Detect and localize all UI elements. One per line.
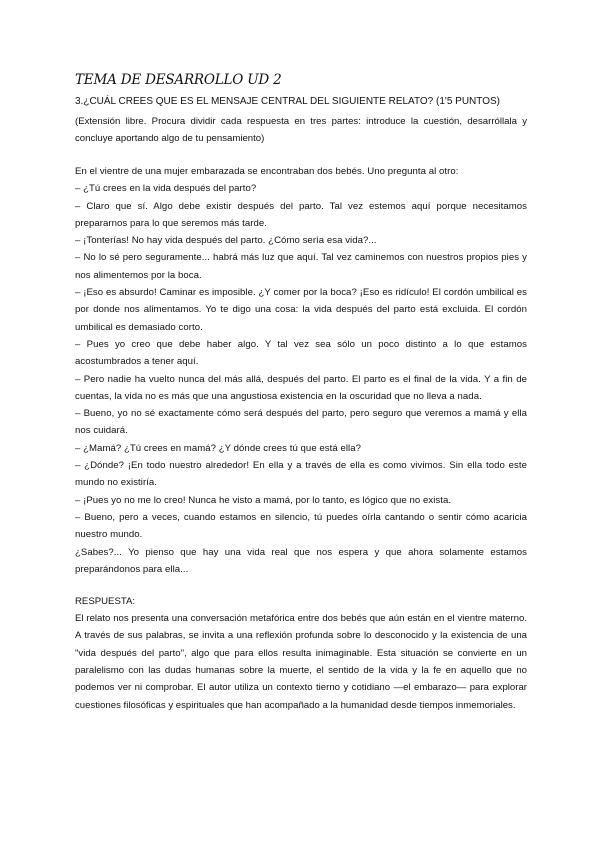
story-line: – ¡Tonterías! No hay vida después del parto. ¿Cómo sería esa vida?... <box>75 235 377 247</box>
story-line: – ¿Dónde? ¡En todo nuestro alrededor! En ella y a través de ella es como vivimos. Sin ella todo este mundo no existiría. <box>75 460 527 489</box>
story-line: – Bueno, pero a veces, cuando estamos en silencio, tú puedes oírla cantando o sentir cómo acaricia nuestro mundo. <box>75 511 527 541</box>
story-line: – Bueno, yo no sé exactamente cómo será después del parto, pero seguro que veremos a mamá y ella nos cuidará. <box>75 408 527 437</box>
story-line: ¿Sabes?... Yo pienso que hay una vida real que nos espera y que ahora solamente estamos preparándonos para ella... <box>75 546 527 575</box>
story-block <box>75 163 527 578</box>
story-line: – ¿Tú crees en la vida después del parto? <box>75 183 257 195</box>
document-title: TEMA DE DESARROLLO UD 2 <box>75 72 282 88</box>
instructions-text: (Extensión libre. Procura dividir cada respuesta en tres partes: introduce la cuestión, desarróllala y concluye aportando algo de tu pensamiento) <box>75 116 527 144</box>
story-line: – ¡Eso es absurdo! Caminar es imposible. ¿Y comer por la boca? ¡Eso es ridículo! El cordón umbilical es por donde nos alimentamos. Yo te digo una cosa: la vida después del parto está excluida. El cordón umbilical es demasiado corto. <box>75 287 527 333</box>
story-line: – ¿Mamá? ¿Tú crees en mamá? ¿Y dónde crees tú que está ella? <box>75 442 361 454</box>
story-line: – ¡Pues yo no me lo creo! Nunca he visto a mamá, por lo tanto, es lógico que no exista. <box>75 494 452 506</box>
story-line: – No lo sé pero seguramente... habrá más luz que aquí. Tal vez caminemos con nuestros propios pies y nos alimentemos por la boca. <box>75 252 527 281</box>
answer-heading: RESPUESTA: <box>75 596 136 608</box>
story-line: En el vientre de una mujer embarazada se encontraban dos bebés. Uno pregunta al otro: <box>75 166 459 177</box>
story-line: – Claro que sí. Algo debe existir después del parto. Tal vez estemos aquí porque necesitamos prepararnos para lo que seremos más tarde. <box>75 200 527 229</box>
question-text: 3.¿CUÁL CREES QUE ES EL MENSAJE CENTRAL DEL SIGUIENTE RELATO? (1'5 PUNTOS) <box>75 96 500 107</box>
story-line: – Pues yo creo que debe haber algo. Y tal vez sea sólo un poco distinto a lo que estamos acostumbrados a tener aquí. <box>75 338 527 368</box>
answer-paragraph: El relato nos presenta una conversación metafórica entre dos bebés que aún están en el vientre materno. A través de sus palabras, se invita a una reflexión profunda sobre lo desconocido y la existencia de una "vida después del parto", algo que para ellos resulta inimaginable. Esta situación se convierte en un paralelismo con las dudas humanas sobre la muerte, el sentido de la vida y la fe en aquello que no podemos ver ni comprobar. El autor utiliza un contexto tierno y cotidiano —el embarazo— para explorar cuestiones filosóficas y espirituales que han acompañado a la humanidad desde tiempos inmemoriales. <box>75 613 527 711</box>
story-line: – Pero nadie ha vuelto nunca del más allá, después del parto. El parto es el final de la vida. Y a fin de cuentas, la vida no es más que una angustiosa existencia en la oscuridad que no lleva a nada. <box>75 373 527 402</box>
